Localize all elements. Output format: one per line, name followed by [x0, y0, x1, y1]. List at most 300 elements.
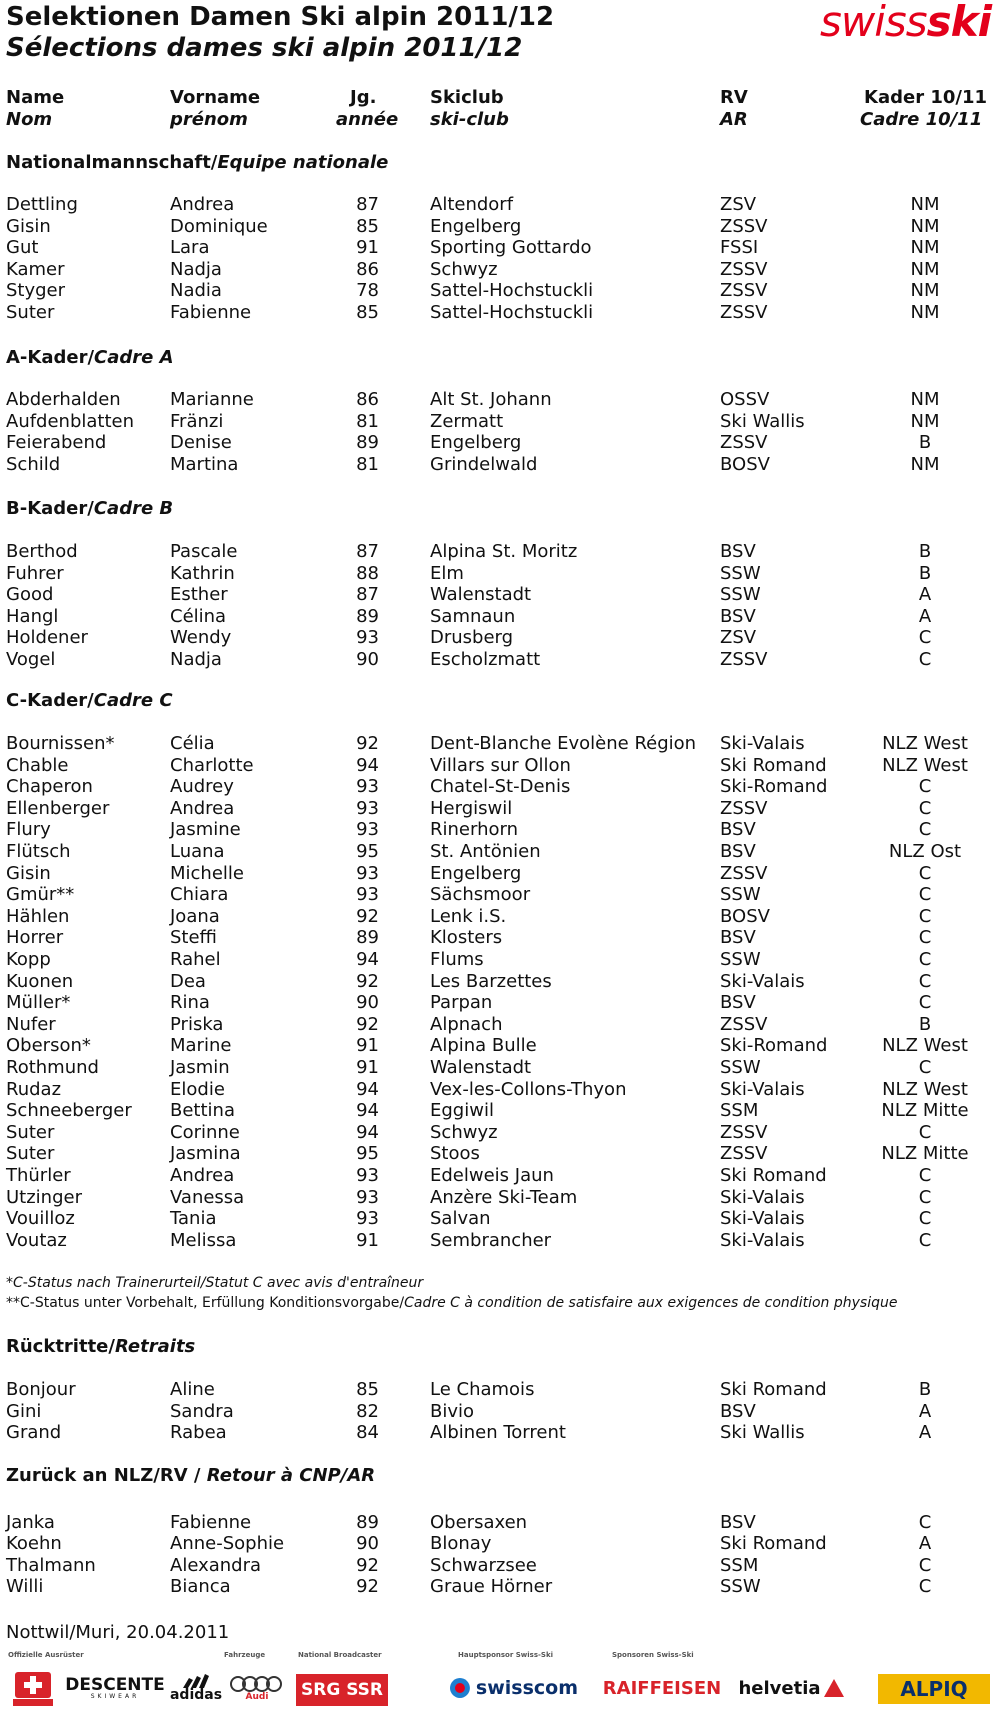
table-row — [0, 1379, 1000, 1401]
table-row — [0, 432, 1000, 454]
regional-association: BOSV — [720, 905, 770, 927]
regional-association: Ski-Romand — [720, 1035, 828, 1057]
header-kader-fr: Cadre 10/11 — [860, 109, 983, 130]
athlete-last-name: Schild — [6, 453, 61, 475]
athlete-last-name: Hangl — [6, 605, 59, 627]
birth-year: 81 — [356, 410, 379, 432]
birth-year: 93 — [356, 862, 379, 884]
athlete-last-name: Chaperon — [6, 776, 93, 798]
header-rv-fr: AR — [720, 109, 748, 130]
regional-association: ZSSV — [720, 302, 768, 323]
athlete-last-name: Holdener — [6, 627, 88, 649]
section-heading-fr: Cadre A — [94, 347, 174, 368]
athlete-last-name: Fuhrer — [6, 562, 64, 584]
athlete-last-name: Gisin — [6, 215, 51, 237]
section-heading-de: A-Kader/ — [6, 347, 95, 368]
athlete-last-name: Suter — [6, 1143, 55, 1165]
ski-club: Samnaun — [430, 605, 516, 627]
ski-club: Walenstadt — [430, 584, 532, 606]
ski-club: Blonay — [430, 1533, 492, 1555]
athlete-last-name: Grand — [6, 1422, 62, 1444]
cadre-status: C — [918, 949, 932, 970]
table-row — [0, 541, 1000, 563]
section-heading-de: Nationalmannschaft/ — [6, 152, 218, 173]
ski-club: Les Barzettes — [430, 970, 552, 992]
regional-association: ZSSV — [720, 649, 768, 670]
cadre-status: A — [918, 605, 932, 627]
birth-year: 87 — [356, 194, 379, 215]
title-german: Selektionen Damen Ski alpin 2011/12 — [6, 2, 555, 32]
athlete-first-name: Lara — [170, 237, 210, 259]
cadre-status: NM — [910, 302, 940, 323]
birth-year: 94 — [356, 1078, 379, 1100]
cadre-status: C — [918, 627, 932, 649]
regional-association: SSW — [720, 584, 761, 606]
cadre-status: NLZ Mitte — [881, 1143, 969, 1165]
birth-year: 89 — [356, 432, 379, 454]
regional-association: BSV — [720, 841, 756, 862]
regional-association: BSV — [720, 1400, 756, 1422]
athlete-first-name: Rahel — [170, 949, 221, 970]
birth-year: 84 — [356, 1422, 379, 1444]
table-row — [0, 1512, 1000, 1534]
cadre-status: NLZ West — [882, 1035, 968, 1057]
athlete-last-name: Kopp — [6, 949, 51, 970]
sponsor-label-outfitters: Offizielle Ausrüster — [8, 1651, 84, 1659]
birth-year: 89 — [356, 1512, 379, 1533]
ski-club: Alpina Bulle — [430, 1035, 537, 1057]
birth-year: 92 — [356, 733, 379, 754]
athlete-last-name: Bournissen* — [6, 733, 115, 754]
athlete-first-name: Chiara — [170, 884, 229, 906]
athlete-last-name: Flury — [6, 819, 51, 841]
regional-association: Ski-Valais — [720, 1229, 805, 1251]
birth-year: 85 — [356, 215, 379, 237]
athlete-first-name: Denise — [170, 432, 232, 454]
athlete-first-name: Michelle — [170, 862, 244, 884]
athlete-first-name: Priska — [170, 1013, 224, 1035]
birth-year: 86 — [356, 389, 379, 410]
cadre-status: NM — [910, 194, 940, 215]
table-row — [0, 1555, 1000, 1577]
athlete-first-name: Sandra — [170, 1400, 234, 1422]
cadre-status: NM — [910, 258, 940, 280]
athlete-first-name: Nadja — [170, 649, 222, 670]
athlete-last-name: Aufdenblatten — [6, 410, 135, 432]
athlete-last-name: Utzinger — [6, 1186, 82, 1208]
header-first-fr: prénom — [170, 109, 248, 130]
athlete-last-name: Gini — [6, 1400, 42, 1422]
birth-year: 87 — [356, 541, 379, 562]
birth-year: 95 — [356, 1143, 379, 1165]
athlete-last-name: Oberson* — [6, 1035, 91, 1057]
athlete-first-name: Bianca — [170, 1575, 231, 1597]
birth-year: 93 — [356, 1208, 379, 1230]
cadre-status: NLZ West — [882, 733, 968, 754]
logo-part-swiss: swiss — [820, 0, 927, 46]
regional-association: ZSV — [720, 627, 757, 649]
athlete-last-name: Gut — [6, 237, 39, 259]
athlete-first-name: Jasmina — [170, 1143, 241, 1165]
sponsor-label-broadcaster: National Broadcaster — [298, 1651, 382, 1659]
cadre-status: A — [918, 1400, 932, 1422]
birth-year: 90 — [356, 649, 379, 670]
cadre-status: NM — [910, 215, 940, 237]
athlete-last-name: Kamer — [6, 258, 65, 280]
birth-year: 95 — [356, 841, 379, 862]
table-row — [0, 1100, 1000, 1122]
table-row — [0, 1187, 1000, 1209]
birth-year: 82 — [356, 1400, 379, 1422]
section-heading-retirements — [6, 1336, 195, 1358]
cadre-status: C — [918, 1554, 932, 1576]
regional-association: ZSSV — [720, 1121, 768, 1143]
regional-association: ZSSV — [720, 1143, 768, 1165]
birth-year: 91 — [356, 237, 379, 259]
athlete-first-name: Nadja — [170, 258, 222, 280]
table-row — [0, 1401, 1000, 1423]
birth-year: 93 — [356, 884, 379, 906]
birth-year: 86 — [356, 258, 379, 280]
birth-year: 93 — [356, 1186, 379, 1208]
cadre-status: NM — [910, 389, 940, 410]
cadre-status: C — [918, 1208, 932, 1230]
ski-club: Klosters — [430, 927, 503, 949]
ski-club: Sächsmoor — [430, 884, 531, 906]
ski-club: Villars sur Ollon — [430, 754, 571, 776]
table-row — [0, 884, 1000, 906]
ski-club: Le Chamois — [430, 1379, 535, 1400]
regional-association: ZSSV — [720, 215, 768, 237]
table-row — [0, 776, 1000, 798]
ski-club: Schwyz — [430, 258, 498, 280]
ski-club: Engelberg — [430, 215, 522, 237]
cadre-status: C — [918, 1229, 932, 1251]
athlete-first-name: Joana — [170, 905, 220, 927]
birth-year: 94 — [356, 1121, 379, 1143]
athlete-first-name: Alexandra — [170, 1554, 262, 1576]
header-rv-de: RV — [720, 87, 748, 108]
table-row — [0, 606, 1000, 628]
sponsor-label-sponsors: Sponsoren Swiss-Ski — [612, 1651, 694, 1659]
helvetia-logo — [736, 1668, 846, 1708]
section-heading-fr: Cadre C — [93, 690, 173, 711]
birth-year: 92 — [356, 1013, 379, 1035]
ski-club: Chatel-St-Denis — [430, 776, 571, 798]
athlete-first-name: Esther — [170, 584, 228, 606]
athlete-first-name: Marianne — [170, 389, 254, 410]
ski-club: Engelberg — [430, 432, 522, 454]
cadre-status: C — [918, 797, 932, 819]
regional-association: Ski Romand — [720, 1165, 827, 1186]
regional-association: BSV — [720, 927, 756, 949]
regional-association: OSSV — [720, 389, 770, 410]
descente-subline: SKIWEAR — [90, 1692, 140, 1700]
table-row — [0, 1208, 1000, 1230]
table-row — [0, 906, 1000, 928]
athlete-first-name: Andrea — [170, 194, 235, 215]
ski-club: Sattel-Hochstuckli — [430, 302, 594, 323]
header-year-fr: année — [336, 109, 399, 130]
athlete-last-name: Kuonen — [6, 970, 74, 992]
athlete-first-name: Célina — [170, 605, 227, 627]
athlete-last-name: Chable — [6, 754, 69, 776]
athlete-last-name: Berthod — [6, 541, 78, 562]
regional-association: SSW — [720, 562, 761, 584]
regional-association: ZSV — [720, 194, 757, 215]
cadre-status: A — [918, 1422, 932, 1444]
srg-ssr-logo: SRG SSR — [296, 1674, 388, 1706]
cadre-status: A — [918, 584, 932, 606]
table-row — [0, 280, 1000, 302]
table-row — [0, 237, 1000, 259]
ski-club: Alpina St. Moritz — [430, 541, 578, 562]
sponsor-label-vehicles: Fahrzeuge — [224, 1651, 266, 1659]
ski-club: Lenk i.S. — [430, 905, 507, 927]
athlete-first-name: Corinne — [170, 1121, 240, 1143]
athlete-first-name: Martina — [170, 453, 239, 475]
cadre-status: NM — [910, 237, 940, 259]
helvetia-wordmark: helvetia — [738, 1677, 821, 1699]
regional-association: Ski Wallis — [720, 1422, 805, 1444]
athlete-first-name: Jasmine — [170, 819, 241, 841]
cadre-status: NLZ Mitte — [881, 1100, 969, 1122]
section-heading-c-cadre — [6, 690, 173, 712]
ski-pool-logo — [10, 1668, 56, 1708]
alpiq-logo: ALPIQ — [878, 1674, 990, 1704]
birth-year: 87 — [356, 584, 379, 606]
table-row — [0, 1122, 1000, 1144]
athlete-last-name: Styger — [6, 280, 66, 302]
swisscom-logo — [448, 1668, 578, 1708]
athlete-last-name: Dettling — [6, 194, 78, 215]
cadre-status: C — [918, 992, 932, 1014]
regional-association: ZSSV — [720, 258, 768, 280]
birth-year: 93 — [356, 797, 379, 819]
athlete-first-name: Steffi — [170, 927, 217, 949]
birth-year: 91 — [356, 1229, 379, 1251]
footnote-single-star: *C-Status nach Trainerurteil/Statut C avec avis d'entraîneur — [6, 1275, 424, 1291]
table-row — [0, 411, 1000, 433]
adidas-wordmark: adidas — [169, 1687, 223, 1703]
ski-club: Engelberg — [430, 862, 522, 884]
table-row — [0, 1014, 1000, 1036]
birth-year: 93 — [356, 627, 379, 649]
athlete-last-name: Janka — [6, 1512, 55, 1533]
ski-club: Salvan — [430, 1208, 491, 1230]
cadre-status: B — [918, 432, 932, 454]
ski-club: Elm — [430, 562, 464, 584]
athlete-last-name: Nufer — [6, 1013, 56, 1035]
audi-wordmark: Audi — [245, 1691, 269, 1702]
descente-wordmark: DESCENTE — [65, 1674, 165, 1695]
table-row — [0, 389, 1000, 411]
birth-year: 91 — [356, 1035, 379, 1057]
table-row — [0, 819, 1000, 841]
athlete-last-name: Willi — [6, 1575, 44, 1597]
regional-association: BSV — [720, 541, 756, 562]
athlete-last-name: Suter — [6, 1121, 55, 1143]
athlete-last-name: Koehn — [6, 1533, 62, 1555]
birth-year: 92 — [356, 905, 379, 927]
ski-club: Grindelwald — [430, 453, 538, 475]
athlete-last-name: Müller* — [6, 992, 71, 1014]
table-row — [0, 798, 1000, 820]
table-row — [0, 971, 1000, 993]
sponsor-label-main-sponsor: Hauptsponsor Swiss-Ski — [458, 1651, 553, 1659]
birth-year: 90 — [356, 1533, 379, 1555]
regional-association: ZSSV — [720, 432, 768, 454]
regional-association: ZSSV — [720, 280, 768, 302]
birth-year: 88 — [356, 562, 379, 584]
adidas-logo — [170, 1668, 222, 1708]
section-heading-de: Zurück an NLZ/RV / — [6, 1465, 207, 1486]
cadre-status: B — [918, 562, 932, 584]
athlete-last-name: Gisin — [6, 862, 51, 884]
ski-club: Walenstadt — [430, 1057, 532, 1078]
birth-year: 92 — [356, 1554, 379, 1576]
ski-club: Parpan — [430, 992, 493, 1014]
cadre-status: B — [918, 541, 932, 562]
footnote-double-star-de: **C-Status unter Vorbehalt, Erfüllung Konditionsvorgabe/ — [6, 1295, 405, 1311]
ski-club: Zermatt — [430, 410, 504, 432]
table-row — [0, 1143, 1000, 1165]
athlete-first-name: Elodie — [170, 1078, 225, 1100]
table-row — [0, 1035, 1000, 1057]
birth-year: 92 — [356, 970, 379, 992]
section-heading-de: Rücktritte/ — [6, 1336, 115, 1357]
cadre-status: C — [918, 649, 932, 670]
swisscom-wordmark: swisscom — [475, 1677, 578, 1699]
regional-association: Ski Romand — [720, 754, 827, 776]
athlete-first-name: Andrea — [170, 797, 235, 819]
header-first-de: Vorname — [170, 87, 261, 108]
birth-year: 85 — [356, 1379, 379, 1400]
regional-association: BOSV — [720, 453, 770, 475]
regional-association: Ski Romand — [720, 1533, 827, 1555]
regional-association: ZSSV — [720, 797, 768, 819]
athlete-first-name: Kathrin — [170, 562, 235, 584]
table-row — [0, 1533, 1000, 1555]
athlete-first-name: Aline — [170, 1379, 215, 1400]
athlete-first-name: Célia — [170, 733, 215, 754]
ski-club: Obersaxen — [430, 1512, 528, 1533]
ski-club: Schwyz — [430, 1121, 498, 1143]
ski-club: Drusberg — [430, 627, 514, 649]
regional-association: Ski-Valais — [720, 970, 805, 992]
regional-association: SSW — [720, 949, 761, 970]
cadre-status: A — [918, 1533, 932, 1555]
table-row — [0, 627, 1000, 649]
regional-association: Ski-Valais — [720, 1186, 805, 1208]
athlete-first-name: Andrea — [170, 1165, 235, 1186]
athlete-last-name: Hählen — [6, 905, 70, 927]
footnote-double-star — [6, 1294, 897, 1312]
birth-year: 91 — [356, 1057, 379, 1078]
cadre-status: C — [918, 1575, 932, 1597]
cadre-status: C — [918, 1186, 932, 1208]
table-row — [0, 194, 1000, 216]
ski-club: Altendorf — [430, 194, 514, 215]
regional-association: Ski-Valais — [720, 1078, 805, 1100]
athlete-first-name: Vanessa — [170, 1186, 245, 1208]
cadre-status: C — [918, 1512, 932, 1533]
cadre-status: NM — [910, 280, 940, 302]
section-heading-fr: Equipe nationale — [217, 152, 389, 173]
table-row — [0, 992, 1000, 1014]
regional-association: ZSSV — [720, 862, 768, 884]
athlete-first-name: Dominique — [170, 215, 268, 237]
descente-logo — [60, 1668, 170, 1708]
cadre-status: NM — [910, 410, 940, 432]
birth-year: 89 — [356, 605, 379, 627]
athlete-last-name: Schneeberger — [6, 1100, 132, 1122]
athlete-first-name: Charlotte — [170, 754, 254, 776]
ski-club: Albinen Torrent — [430, 1422, 566, 1444]
section-heading-a-cadre — [6, 347, 174, 369]
ski-club: Escholzmatt — [430, 649, 541, 670]
athlete-first-name: Luana — [170, 841, 225, 862]
ski-club: Rinerhorn — [430, 819, 518, 841]
regional-association: BSV — [720, 819, 756, 841]
athlete-last-name: Rudaz — [6, 1078, 62, 1100]
regional-association: BSV — [720, 992, 756, 1014]
regional-association: Ski-Valais — [720, 1208, 805, 1230]
ski-club: Stoos — [430, 1143, 480, 1165]
athlete-last-name: Good — [6, 584, 54, 606]
cadre-status: C — [918, 970, 932, 992]
table-row — [0, 1165, 1000, 1187]
table-row — [0, 1422, 1000, 1444]
table-row — [0, 302, 1000, 324]
cadre-status: C — [918, 1165, 932, 1186]
ski-club: Anzère Ski-Team — [430, 1186, 578, 1208]
ski-club: Edelweis Jaun — [430, 1165, 554, 1186]
ski-club: Flums — [430, 949, 484, 970]
raiffeisen-logo: RAIFFEISEN — [602, 1677, 722, 1699]
birth-year: 81 — [356, 453, 379, 475]
header-club-fr: ski-club — [430, 109, 509, 130]
table-row — [0, 563, 1000, 585]
ski-club: Dent-Blanche Evolène Région — [430, 733, 697, 754]
ski-club: Sembrancher — [430, 1229, 552, 1251]
cadre-status: B — [918, 1379, 932, 1400]
header-name-fr: Nom — [6, 109, 53, 130]
header-year-de: Jg. — [350, 87, 377, 108]
table-row — [0, 259, 1000, 281]
athlete-last-name: Vouilloz — [6, 1208, 75, 1230]
regional-association: SSM — [720, 1554, 759, 1576]
athlete-last-name: Ellenberger — [6, 797, 110, 819]
athlete-last-name: Vogel — [6, 649, 56, 670]
cadre-status: NLZ Ost — [888, 841, 962, 862]
audi-logo — [225, 1668, 289, 1708]
athlete-last-name: Gmür** — [6, 884, 75, 906]
birth-year: 90 — [356, 992, 379, 1014]
athlete-last-name: Thürler — [6, 1165, 71, 1186]
ski-club: Alpnach — [430, 1013, 503, 1035]
cadre-status: B — [918, 1013, 932, 1035]
athlete-first-name: Fränzi — [170, 410, 224, 432]
athlete-first-name: Anne-Sophie — [170, 1533, 285, 1555]
table-row — [0, 841, 1000, 863]
regional-association: SSW — [720, 1575, 761, 1597]
header-club-de: Skiclub — [430, 87, 504, 108]
ski-club: St. Antönien — [430, 841, 541, 862]
section-heading-fr: Cadre B — [93, 498, 174, 519]
cadre-status: NLZ West — [882, 1078, 968, 1100]
regional-association: FSSI — [720, 237, 759, 259]
